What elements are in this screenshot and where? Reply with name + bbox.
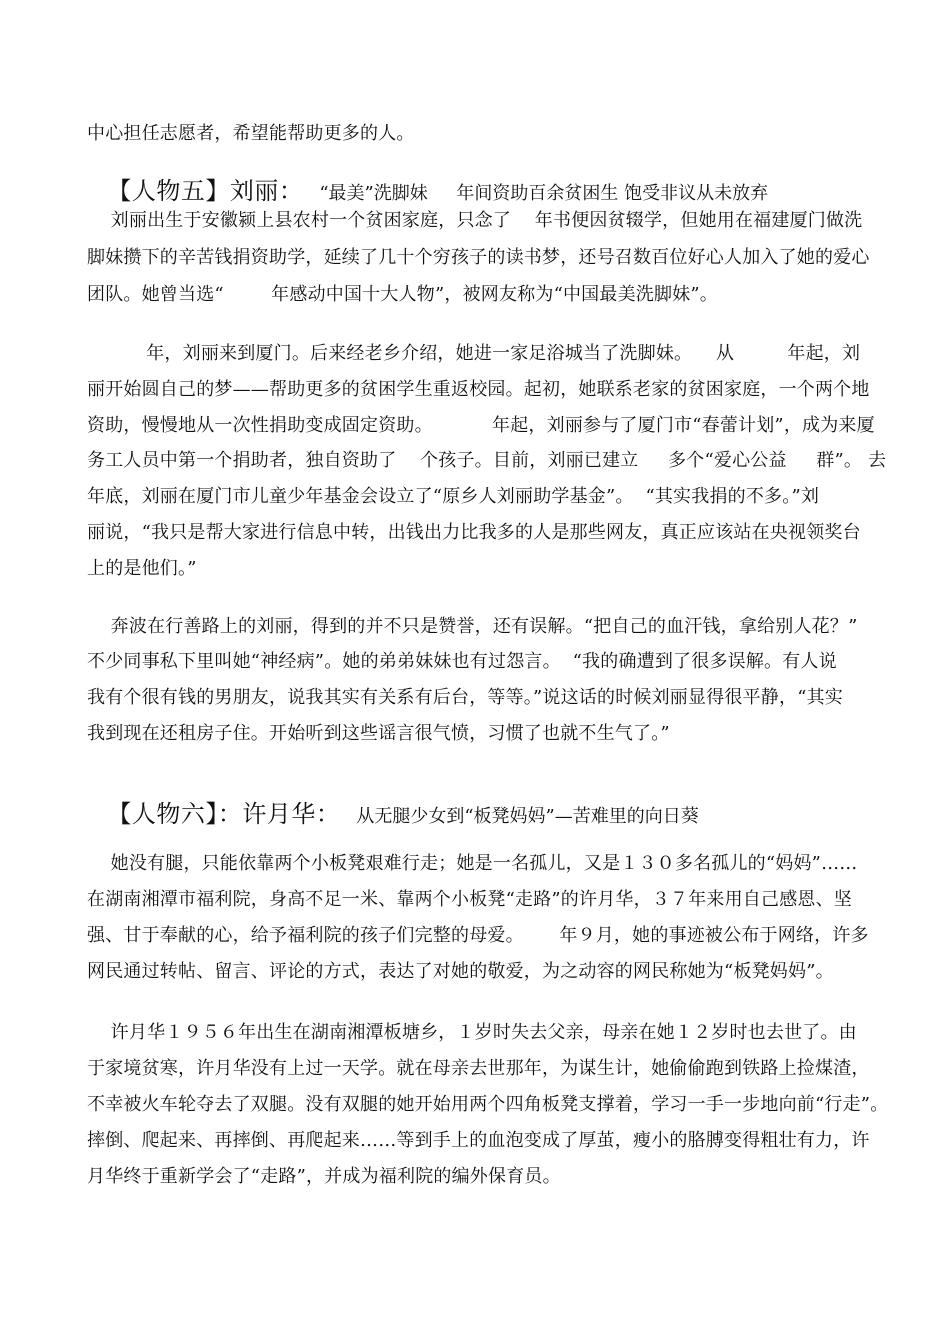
paragraph-line: 摔倒、爬起来、再摔倒、再爬起来……等到手上的血泡变成了厚茧，瘦小的胳膊变得粗壮有力，许: [87, 1130, 870, 1151]
paragraph-line: 她没有腿，只能依靠两个小板凳艰难行走；她是一名孤儿，又是１３０多名孤儿的“妈妈”……: [87, 853, 858, 874]
paragraph-line: 奔波在行善路上的刘丽，得到的并不只是赞誉，还有误解。“把自己的血汗钱，拿给别人花？”: [87, 616, 858, 637]
paragraph-line: 在湖南湘潭市福利院，身高不足一米、靠两个小板凳“走路”的许月华，３７年来用自己感恩、坚: [87, 889, 852, 910]
paragraph-line: 我到现在还租房子住。开始听到这些谣言很气愤，习惯了也就不生气了。”: [87, 723, 670, 744]
person5-subtitle: “最美”洗脚妹 年间资助百余贫困生 饱受非议从未放弃: [319, 183, 769, 204]
paragraph-line: 月华终于重新学会了“走路”，并成为福利院的编外保育员。: [87, 1166, 561, 1187]
paragraph-line: 许月华１９５６年出生在湖南湘潭板塘乡，１岁时失去父亲，母亲在她１２岁时也去世了。由: [87, 1022, 857, 1043]
paragraph-line: 资助，慢慢地从一次性捐助变成固定资助。 年起，刘丽参与了厦门市“春蕾计划”，成为来厦: [87, 415, 875, 436]
paragraph-line: 我有个很有钱的男朋友，说我其实有关系有后台，等等。”说这话的时候刘丽显得很平静，“其实: [87, 687, 843, 708]
paragraph-line: 刘丽出生于安徽颍上县农村一个贫困家庭，只念了 年书便因贫辍学，但她用在福建厦门做洗: [87, 210, 863, 231]
person6-heading: [87, 775, 699, 848]
paragraph-line: 务工人员中第一个捐助者，独自资助了 个孩子。目前，刘丽已建立 多个“爱心公益 群”。 去: [87, 450, 887, 471]
person5-tag: 【人物五】刘丽：: [107, 177, 304, 205]
paragraph-line: 于家境贫寒，许月华没有上过一天学。就在母亲去世那年，为谋生计，她偷偷跑到铁路上捡煤渣，: [87, 1058, 870, 1079]
paragraph-line: 年，刘丽来到厦门。后来经老乡介绍，她进一家足浴城当了洗脚妹。 从 年起，刘: [87, 343, 861, 364]
paragraph-line: 团队。她曾当选“ 年感动中国十大人物”，被网友称为“中国最美洗脚妹”。: [87, 284, 718, 305]
paragraph-line: 脚妹攒下的辛苦钱捐资助学，延续了几十个穷孩子的读书梦，还号召数百位好心人加入了她的爱心: [87, 247, 870, 268]
person6-subtitle: 从无腿少女到“板凳妈妈”—苦难里的向日葵: [356, 806, 699, 827]
paragraph-line: 丽说，“我只是帮大家进行信息中转，出钱出力比我多的人是那些网友，真正应该站在央视领奖台: [87, 522, 861, 543]
person6-tag: 【人物六】：许月华：: [107, 800, 341, 828]
paragraph-line: 上的是他们。”: [87, 558, 197, 579]
intro-tail-line: 中心担任志愿者，希望能帮助更多的人。: [87, 123, 415, 144]
paragraph-line: 强、甘于奉献的心，给予福利院的孩子们完整的母爱。 年９月，她的事迹被公布于网络，许多: [87, 925, 869, 946]
paragraph-line: 丽开始圆自己的梦——帮助更多的贫困学生重返校园。起初，她联系老家的贫困家庭，一个两个地: [87, 379, 870, 400]
paragraph-line: 年底，刘丽在厦门市儿童少年基金会设立了“原乡人刘丽助学基金”。 “其实我捐的不多。”刘: [87, 486, 820, 507]
paragraph-line: 网民通过转帖、留言、评论的方式，表达了对她的敬爱，为之动容的网民称她为“板凳妈妈”。: [87, 961, 834, 982]
paragraph-line: 不幸被火车轮夺去了双腿。没有双腿的她开始用两个四角板凳支撑着，学习一手一步地向前“行走”。: [87, 1094, 889, 1115]
paragraph-line: 不少同事私下里叫她“神经病”。她的弟弟妹妹也有过怨言。 “我的确遭到了很多误解。有人说: [87, 651, 837, 672]
